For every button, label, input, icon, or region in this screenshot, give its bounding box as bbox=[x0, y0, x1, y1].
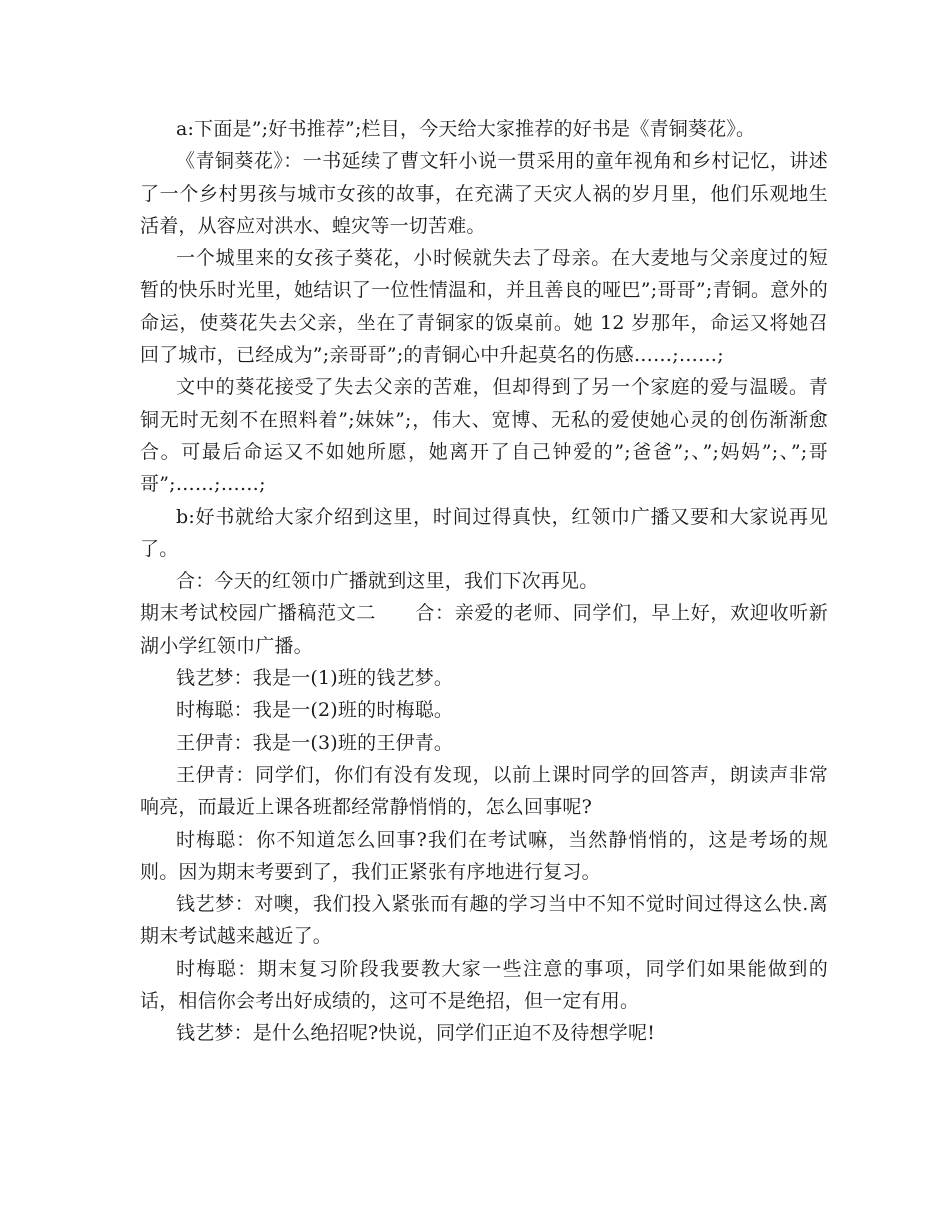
paragraph-speaker-qian-intro: 钱艺梦：我是一(1)班的钱艺梦。 bbox=[176, 667, 454, 690]
paragraph-closing-b: b:好书就给大家介绍到这里，时间过得真快，红领巾广播又要和大家说再见了。 bbox=[140, 505, 828, 560]
paragraph-shi-answer: 时梅聪：你不知道怎么回事?我们在考试嘛，当然静悄悄的，这是考场的规则。因为期末考要到了，我们正紧张有序地进行复习。 bbox=[140, 828, 828, 883]
paragraph-story-ending: 文中的葵花接受了失去父亲的苦难，但却得到了另一个家庭的爱与温暖。青铜无时无刻不在照料着”;妹妹”;，伟大、宽博、无私的爱使她心灵的创伤渐渐愈合。可最后命运又不如她所愿，她离开了自己钟爱的”;爸爸”;、”;妈妈”;、”;哥哥”;……;……; bbox=[140, 376, 828, 496]
paragraph-speaker-shi-intro: 时梅聪：我是一(2)班的时梅聪。 bbox=[176, 699, 454, 722]
paragraph-closing-together: 合：今天的红领巾广播就到这里，我们下次再见。 bbox=[176, 570, 599, 593]
paragraph-speaker-wang-intro: 王伊青：我是一(3)班的王伊青。 bbox=[176, 731, 454, 754]
paragraph-wang-question: 王伊青：同学们，你们有没有发现，以前上课时同学的回答声，朗读声非常响亮，而最近上课各班都经常静悄悄的，怎么回事呢? bbox=[140, 763, 828, 819]
paragraph-shi-tips: 时梅聪：期末复习阶段我要教大家一些注意的事项，同学们如果能做到的话，相信你会考出好成绩的，这可不是绝招，但一定有用。 bbox=[140, 957, 828, 1013]
document-body bbox=[140, 113, 828, 1050]
paragraph-book-intro: a:下面是”;好书推荐”;栏目，今天给大家推荐的好书是《青铜葵花》。 bbox=[176, 118, 756, 140]
paragraph-book-summary: 《青铜葵花》：一书延续了曹文轩小说一贯采用的童年视角和乡村记忆，讲述了一个乡村男孩与城市女孩的故事，在充满了天灾人祸的岁月里，他们乐观地生活着，从容应对洪水、蝗灾等一切苦难。 bbox=[140, 150, 828, 237]
paragraph-story-plot: 一个城里来的女孩子葵花，小时候就失去了母亲。在大麦地与父亲度过的短暂的快乐时光里，她结识了一位性情温和，并且善良的哑巴”;哥哥”;青铜。意外的命运，使葵花失去父亲，坐在了青铜家的饭桌前。她 12 岁那年，命运又将她召回了城市，已经成为”;亲哥哥”;的青铜心中升起莫名的伤感……;……; bbox=[140, 247, 828, 367]
paragraph-qian-reply: 钱艺梦：对噢，我们投入紧张而有趣的学习当中不知不觉时间过得这么快.离期末考试越来越近了。 bbox=[140, 893, 828, 948]
paragraph-qian-ask: 钱艺梦：是什么绝招呢?快说，同学们正迫不及待想学呢! bbox=[176, 1022, 656, 1045]
paragraph-section-heading: 期末考试校园广播稿范文二 合：亲爱的老师、同学们，早上好，欢迎收听新湖小学红领巾广播。 bbox=[140, 602, 828, 657]
